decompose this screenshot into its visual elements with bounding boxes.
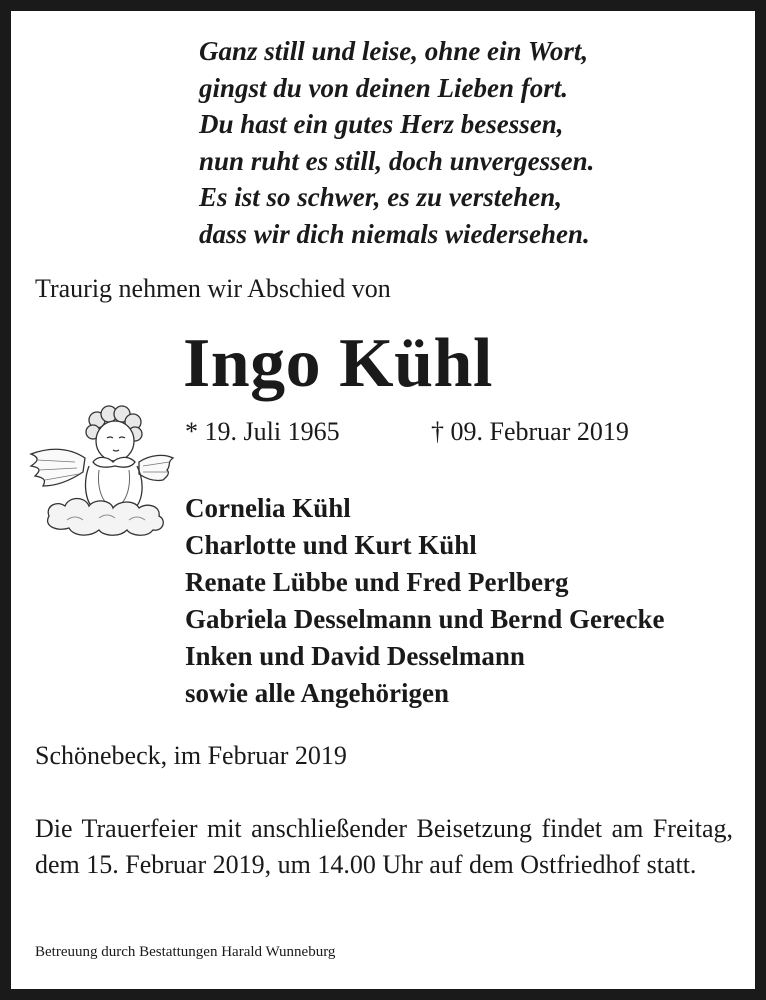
mourner-name: Renate Lübbe und Fred Perlberg: [185, 567, 569, 597]
funeral-home-credit: Betreuung durch Bestattungen Harald Wunneburg: [35, 944, 336, 960]
poem-line: Du hast ein gutes Herz besessen,: [199, 109, 564, 139]
deceased-name: Ingo Kühl: [183, 325, 493, 402]
life-dates: [185, 417, 629, 447]
farewell-intro: Traurig nehmen wir Abschied von: [35, 274, 391, 303]
poem-line: gingst du von deinen Lieben fort.: [199, 72, 569, 103]
memorial-poem: [199, 33, 594, 252]
obituary-notice: [11, 11, 755, 989]
mourner-name: Cornelia Kühl: [185, 493, 351, 523]
poem-line: nun ruht es still, doch unvergessen.: [199, 145, 595, 176]
poem-line: Ganz still und leise, ohne ein Wort,: [199, 36, 589, 66]
poem-line: Es ist so schwer, es zu verstehen,: [199, 182, 563, 212]
poem-line: dass wir dich niemals wiedersehen.: [199, 218, 590, 249]
cherub-angel-icon: [27, 396, 177, 546]
place-and-date: Schönebeck, im Februar 2019: [35, 741, 347, 770]
mourner-name: sowie alle Angehörigen: [185, 678, 449, 708]
mourner-name: Inken und David Desselmann: [185, 641, 525, 671]
birth-date: * 19. Juli 1965: [185, 417, 340, 446]
ceremony-info: Die Trauerfeier mit anschließender Beisetzung findet am Freitag, dem 15. Februar 2019, um 14.00 Uhr auf dem Ostfriedhof statt.: [35, 814, 733, 879]
mourner-name: Gabriela Desselmann und Bernd Gerecke: [185, 604, 665, 634]
death-date: † 09. Februar 2019: [431, 417, 629, 446]
mourners-list: [185, 490, 665, 712]
mourner-name: Charlotte und Kurt Kühl: [185, 530, 477, 560]
